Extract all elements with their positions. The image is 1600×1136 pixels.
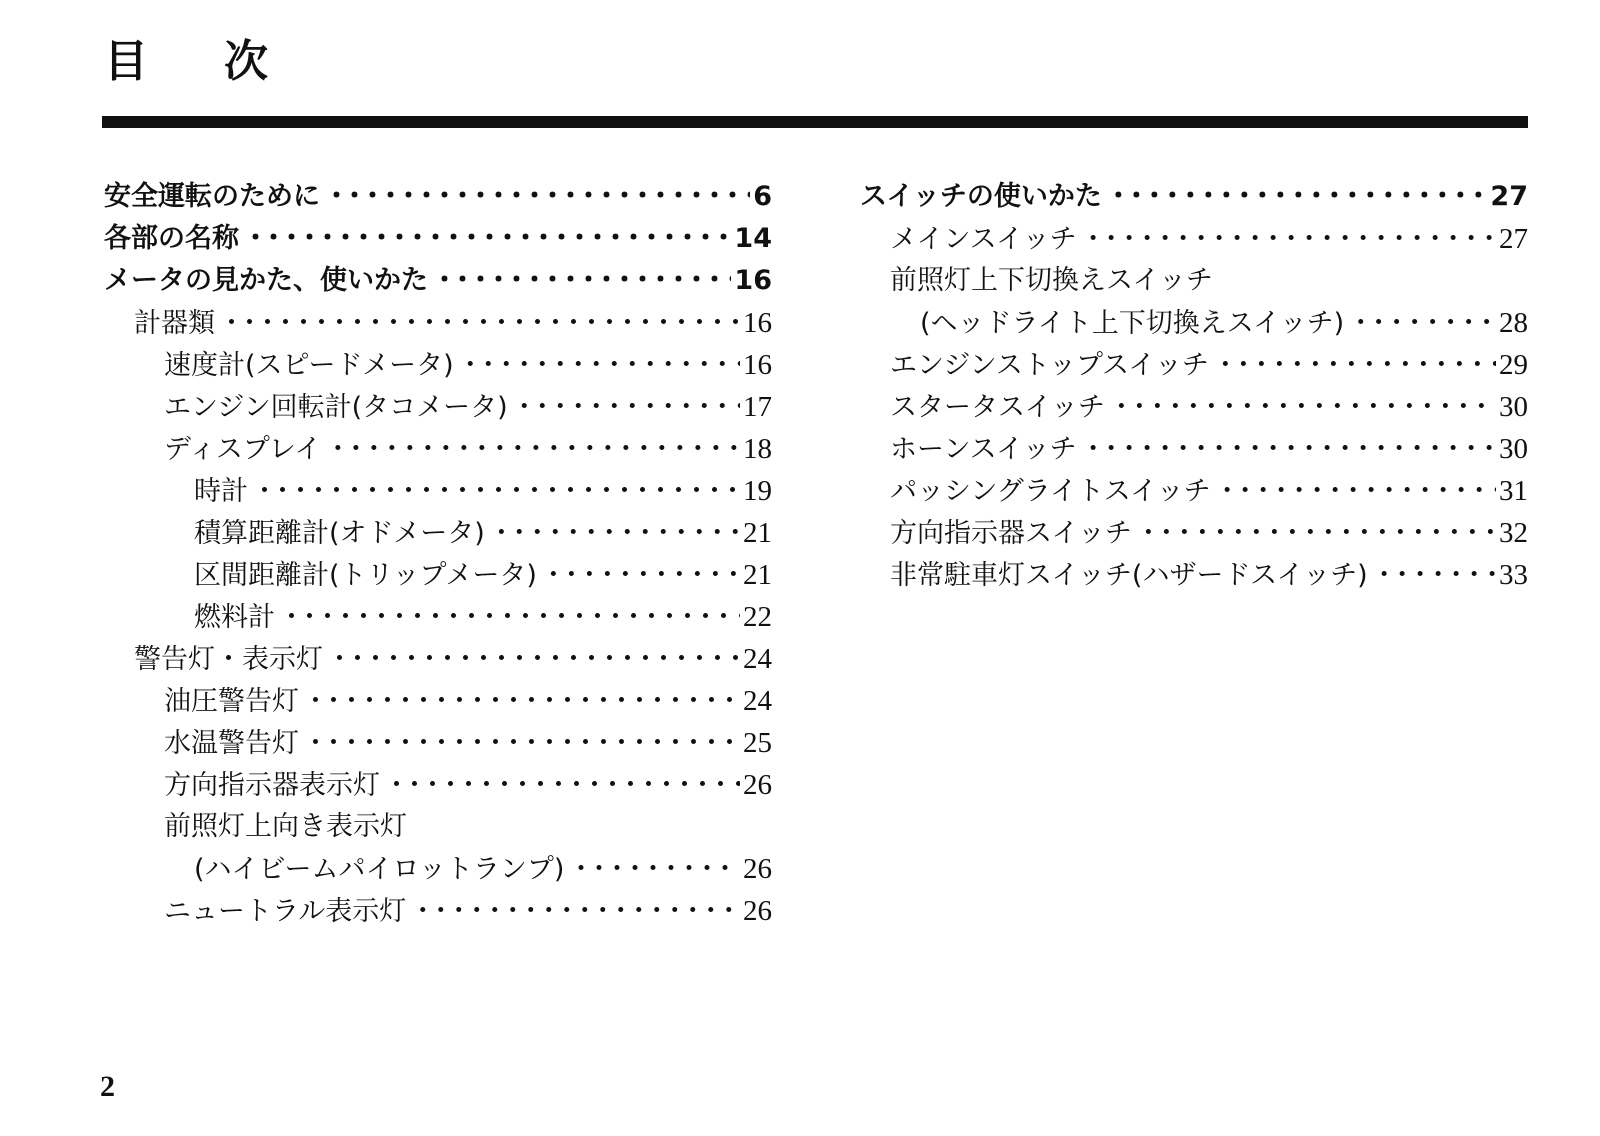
- toc-entry-label: 水温警告灯: [164, 728, 299, 759]
- toc-entry: [104, 638, 772, 680]
- toc-right-column: [860, 176, 1528, 596]
- toc-leader-dots: [1135, 513, 1496, 555]
- toc-entry: [104, 428, 772, 470]
- toc-entry-page: 21: [743, 559, 772, 591]
- toc-entry-page: 24: [743, 685, 772, 717]
- toc-entry-page: 16: [743, 349, 772, 381]
- toc-entry-label: 燃料計: [194, 602, 275, 633]
- toc-leader-dots: [1080, 219, 1496, 261]
- toc-entry-page: 6: [753, 181, 772, 212]
- toc-leader-dots: [409, 891, 740, 933]
- toc-entry-page: 26: [743, 769, 772, 801]
- toc-entry-label: 警告灯・表示灯: [134, 644, 323, 675]
- toc-entry-label: 油圧警告灯: [164, 686, 299, 717]
- toc-entry: [104, 890, 772, 932]
- toc-leader-dots: [540, 555, 740, 597]
- toc-entry: [104, 680, 772, 722]
- toc-entry-page: 17: [743, 391, 772, 423]
- toc-leader-dots: [1347, 303, 1496, 345]
- toc-entry-label: 時計: [194, 476, 248, 507]
- toc-entry-page: 16: [734, 265, 772, 296]
- toc-entry-label: ニュートラル表示灯: [164, 896, 407, 927]
- toc-entry-page: 28: [1499, 307, 1528, 339]
- toc-entry: [104, 764, 772, 806]
- toc-entry-page: 14: [734, 223, 772, 254]
- toc-entry-page: 26: [743, 853, 772, 885]
- toc-entry: [860, 176, 1528, 218]
- toc-entry: [860, 302, 1528, 344]
- page-title: 目次: [104, 36, 344, 87]
- toc-entry: [104, 596, 772, 638]
- toc-entry-page: 18: [743, 433, 772, 465]
- toc-leader-dots: [1108, 387, 1496, 429]
- toc-entry-page: 21: [743, 517, 772, 549]
- toc-leader-dots: [488, 513, 740, 555]
- toc-leader-dots: [324, 429, 740, 471]
- toc-entry: [104, 176, 772, 218]
- toc-entry-label: メータの見かた、使いかた: [104, 265, 428, 296]
- toc-leader-dots: [326, 639, 740, 681]
- toc-entry-label: スイッチの使いかた: [860, 181, 1102, 212]
- toc-entry: [104, 302, 772, 344]
- toc-leader-dots: [302, 681, 740, 723]
- toc-leader-dots: [567, 849, 740, 891]
- toc-entry-page: 19: [743, 475, 772, 507]
- toc-entry-label: スタータスイッチ: [890, 392, 1105, 423]
- toc-leader-dots: [302, 723, 740, 765]
- toc-leader-dots: [218, 303, 740, 345]
- toc-entry: [104, 344, 772, 386]
- toc-entry-page: 31: [1499, 475, 1528, 507]
- toc-entry-label: 計器類: [134, 308, 215, 339]
- toc-leader-dots: [457, 345, 740, 387]
- toc-entry-page: 32: [1499, 517, 1528, 549]
- toc-leader-dots: [431, 260, 731, 302]
- toc-entry: [860, 428, 1528, 470]
- toc-entry: [860, 470, 1528, 512]
- toc-entry: [104, 470, 772, 512]
- toc-entry-label: パッシングライトスイッチ: [890, 476, 1211, 507]
- toc-entry: [860, 218, 1528, 260]
- toc-entry-label: 方向指示器スイッチ: [890, 518, 1132, 549]
- toc-entry: [104, 386, 772, 428]
- toc-entry-label: 方向指示器表示灯: [164, 770, 380, 801]
- toc-entry: [860, 260, 1528, 302]
- toc-entry-label: メインスイッチ: [890, 224, 1077, 255]
- toc-entry-page: 29: [1499, 349, 1528, 381]
- toc-entry-page: 26: [743, 895, 772, 927]
- toc-entry-page: 33: [1499, 559, 1528, 591]
- toc-leader-dots: [1371, 555, 1496, 597]
- toc-entry-label: (ヘッドライト上下切換えスイッチ): [920, 308, 1345, 339]
- toc-leader-dots: [1212, 345, 1496, 387]
- toc-entry: [104, 848, 772, 890]
- toc-entry-label: ディスプレイ: [164, 434, 322, 465]
- toc-entry-label: ホーンスイッチ: [890, 434, 1077, 465]
- toc-leader-dots: [1105, 176, 1488, 218]
- toc-entry: [104, 554, 772, 596]
- toc-leader-dots: [1214, 471, 1496, 513]
- toc-entry-label: 前照灯上向き表示灯: [164, 811, 407, 842]
- toc-entry-label: 区間距離計(トリップメータ): [194, 560, 537, 591]
- title-rule: [102, 116, 1528, 128]
- toc-entry-page: 30: [1499, 433, 1528, 465]
- toc-entry-page: 16: [743, 307, 772, 339]
- toc-leader-dots: [511, 387, 740, 429]
- toc-entry: [860, 554, 1528, 596]
- toc-entry: [860, 386, 1528, 428]
- toc-leader-dots: [278, 597, 740, 639]
- toc-entry-label: 非常駐車灯スイッチ(ハザードスイッチ): [890, 560, 1368, 591]
- toc-entry-label: (ハイビームパイロットランプ): [194, 854, 565, 885]
- toc-entry: [104, 722, 772, 764]
- toc-leader-dots: [323, 176, 750, 218]
- toc-entry-label: 前照灯上下切換えスイッチ: [890, 265, 1213, 296]
- toc-leader-dots: [383, 765, 740, 807]
- toc-entry-page: 25: [743, 727, 772, 759]
- page-number: 2: [100, 1070, 115, 1103]
- toc-leader-dots: [1080, 429, 1496, 471]
- toc-entry-label: エンジンストップスイッチ: [890, 350, 1209, 381]
- toc-entry: [104, 218, 772, 260]
- toc-leader-dots: [242, 218, 731, 260]
- toc-entry-page: 27: [1490, 181, 1528, 212]
- toc-entry-label: 安全運転のために: [104, 181, 320, 212]
- toc-entry-label: 各部の名称: [104, 223, 239, 254]
- toc-left-column: [104, 176, 772, 932]
- toc-entry: [104, 512, 772, 554]
- toc-entry-page: 22: [743, 601, 772, 633]
- toc-entry-page: 24: [743, 643, 772, 675]
- toc-entry: [104, 806, 772, 848]
- toc-entry: [860, 512, 1528, 554]
- toc-entry: [104, 260, 772, 302]
- toc-entry-label: 積算距離計(オドメータ): [194, 518, 485, 549]
- toc-entry-label: 速度計(スピードメータ): [164, 350, 454, 381]
- toc-entry: [860, 344, 1528, 386]
- toc-entry-page: 27: [1499, 223, 1528, 255]
- toc-entry-label: エンジン回転計(タコメータ): [164, 392, 508, 423]
- toc-leader-dots: [251, 471, 740, 513]
- toc-entry-page: 30: [1499, 391, 1528, 423]
